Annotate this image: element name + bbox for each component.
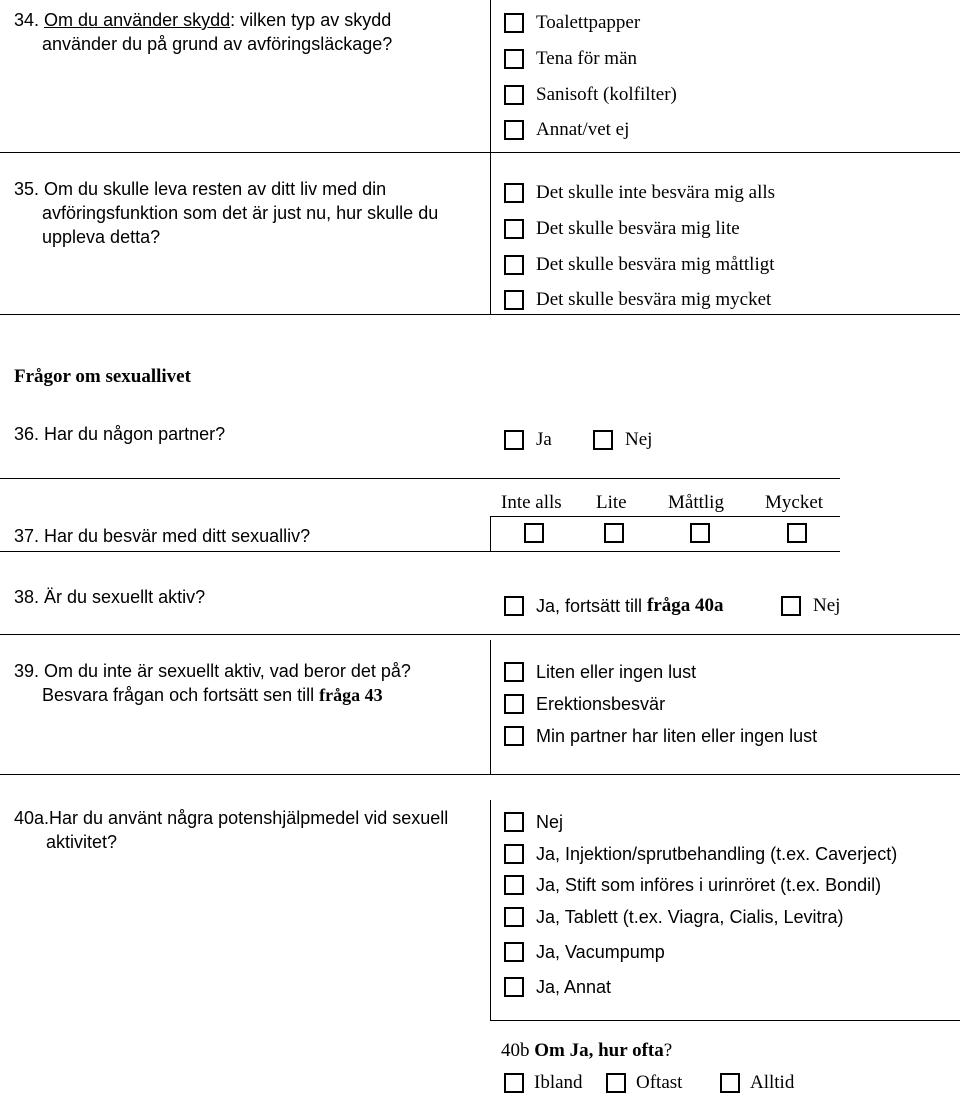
- q40b-option-alltid[interactable]: [720, 1071, 794, 1095]
- option-label: Sanisoft (kolfilter): [536, 84, 677, 105]
- column-divider: [490, 640, 491, 774]
- option-label: Det skulle besvära mig måttligt: [536, 254, 775, 275]
- checkbox[interactable]: [504, 875, 524, 895]
- q35-option[interactable]: [504, 288, 771, 312]
- scale-header: Mycket: [765, 492, 824, 513]
- row-divider: [0, 314, 960, 315]
- checkbox[interactable]: [504, 977, 524, 997]
- scale-checkbox-lite[interactable]: [604, 523, 624, 543]
- q40a-option[interactable]: [504, 940, 665, 964]
- scale-header: Måttlig: [668, 492, 724, 513]
- checkbox[interactable]: [504, 85, 524, 105]
- checkbox[interactable]: [781, 596, 801, 616]
- option-label: Ja: [536, 429, 552, 450]
- row-divider: [490, 1020, 960, 1021]
- scale-checkbox-mattlig[interactable]: [690, 523, 710, 543]
- option-label: Alltid: [750, 1072, 795, 1093]
- section-title: Frågor om sexuallivet: [14, 366, 191, 387]
- q39-line2-bold: fråga 43: [319, 685, 383, 705]
- checkbox[interactable]: [606, 1073, 626, 1093]
- q35-option[interactable]: [504, 181, 775, 205]
- checkbox[interactable]: [504, 255, 524, 275]
- checkbox[interactable]: [593, 430, 613, 450]
- checkbox[interactable]: [504, 13, 524, 33]
- q34-option[interactable]: [504, 83, 677, 107]
- column-divider: [490, 0, 491, 315]
- row-divider: [0, 551, 840, 552]
- scale-checkbox-mycket[interactable]: [787, 523, 807, 543]
- q39-option[interactable]: [504, 692, 665, 716]
- checkbox[interactable]: [504, 844, 524, 864]
- option-label: Det skulle besvära mig mycket: [536, 289, 772, 310]
- q36-option-ja[interactable]: [504, 428, 552, 452]
- q34-option[interactable]: [504, 47, 637, 71]
- q39-line1: 39. Om du inte är sexuellt aktiv, vad beror det på?: [14, 661, 411, 681]
- option-label: Ibland: [534, 1072, 583, 1093]
- column-divider: [490, 800, 491, 1020]
- q40b-label: 40b: [501, 1040, 530, 1061]
- checkbox[interactable]: [504, 1073, 524, 1093]
- q40a-option[interactable]: [504, 810, 563, 834]
- q40b-text: [501, 1039, 672, 1063]
- option-label: Ja, fortsätt till: [536, 596, 648, 616]
- q40a-option[interactable]: [504, 842, 897, 866]
- q34-line2: använder du på grund av avföringsläckage?: [42, 34, 393, 54]
- scale-checkbox-inte-alls[interactable]: [524, 523, 544, 543]
- option-label: Det skulle besvära mig lite: [536, 218, 740, 239]
- q38-option-nej[interactable]: [781, 594, 840, 618]
- q35-text: [14, 177, 484, 249]
- option-label: Toalettpapper: [536, 12, 641, 33]
- column-divider: [490, 516, 491, 552]
- q40a-line2: aktivitet?: [46, 832, 118, 852]
- q39-option[interactable]: [504, 724, 817, 748]
- checkbox[interactable]: [504, 49, 524, 69]
- row-divider: [490, 516, 840, 517]
- row-divider: [0, 774, 960, 775]
- option-label: Nej: [536, 812, 564, 832]
- q34-rest: : vilken typ av skydd: [230, 10, 392, 30]
- option-label: Annat/vet ej: [536, 119, 630, 140]
- q34-option[interactable]: [504, 11, 640, 35]
- q40b-bold: Om Ja, hur ofta: [534, 1040, 664, 1061]
- option-label: Oftast: [636, 1072, 683, 1093]
- q40b-end: ?: [663, 1040, 673, 1061]
- checkbox[interactable]: [504, 942, 524, 962]
- option-label: Ja, Stift som införes i urinröret (t.ex. Bondil): [536, 875, 882, 895]
- q40b-option-oftast[interactable]: [606, 1071, 682, 1095]
- q36-option-nej[interactable]: [593, 428, 652, 452]
- row-divider: [0, 634, 960, 635]
- option-label: Det skulle inte besvära mig alls: [536, 182, 776, 203]
- option-label: Min partner har liten eller ingen lust: [536, 726, 818, 746]
- checkbox[interactable]: [504, 694, 524, 714]
- option-label: Ja, Annat: [536, 977, 612, 997]
- q39-line2: Besvara frågan och fortsätt sen till: [42, 685, 320, 705]
- option-label: Erektionsbesvär: [536, 694, 666, 714]
- option-label: Nej: [625, 429, 653, 450]
- q35-option[interactable]: [504, 217, 740, 241]
- q40a-option[interactable]: [504, 873, 881, 897]
- q40a-option[interactable]: [504, 975, 611, 999]
- q35-line2: avföringsfunktion som det är just nu, hur skulle du: [42, 203, 439, 223]
- checkbox[interactable]: [720, 1073, 740, 1093]
- q39-text: [14, 659, 411, 707]
- option-label: Ja, Vacumpump: [536, 942, 665, 962]
- option-label-bold: fråga 40a: [647, 595, 724, 616]
- checkbox[interactable]: [504, 812, 524, 832]
- q35-line1: Om du skulle leva resten av ditt liv med din: [44, 179, 387, 199]
- q34-underlined: Om du använder skydd: [44, 10, 231, 30]
- option-label: Ja, Tablett (t.ex. Viagra, Cialis, Levitra): [536, 907, 844, 927]
- option-label: Nej: [813, 595, 841, 616]
- q35-number: 35.: [14, 179, 40, 199]
- row-divider: [0, 152, 960, 153]
- q34-option[interactable]: [504, 118, 629, 142]
- q34-text: [14, 8, 484, 56]
- checkbox[interactable]: [504, 430, 524, 450]
- checkbox[interactable]: [504, 662, 524, 682]
- q40b-option-ibland[interactable]: [504, 1071, 583, 1095]
- checkbox[interactable]: [504, 183, 524, 203]
- q39-option[interactable]: [504, 660, 696, 684]
- q35-option[interactable]: [504, 253, 775, 277]
- row-divider: [0, 478, 840, 479]
- q38-text: 38. Är du sexuellt aktiv?: [14, 587, 206, 607]
- option-label: Ja, Injektion/sprutbehandling (t.ex. Caverject): [536, 844, 898, 864]
- option-label: Tena för män: [536, 48, 638, 69]
- checkbox[interactable]: [504, 219, 524, 239]
- checkbox[interactable]: [504, 120, 524, 140]
- q40a-option[interactable]: [504, 905, 843, 929]
- q34-number: 34.: [14, 10, 40, 30]
- scale-header: Inte alls: [501, 492, 562, 513]
- checkbox[interactable]: [504, 726, 524, 746]
- q38-option-ja[interactable]: [504, 594, 724, 618]
- q37-text: 37. Har du besvär med ditt sexualliv?: [14, 526, 311, 546]
- q40a-text: [14, 806, 448, 854]
- q40a-line1: 40a.Har du använt några potenshjälpmedel vid sexuell: [14, 808, 449, 828]
- scale-header: Lite: [596, 492, 627, 513]
- q35-line3: uppleva detta?: [42, 227, 161, 247]
- q36-text: 36. Har du någon partner?: [14, 424, 226, 444]
- checkbox[interactable]: [504, 596, 524, 616]
- checkbox[interactable]: [504, 907, 524, 927]
- checkbox[interactable]: [504, 290, 524, 310]
- option-label: Liten eller ingen lust: [536, 662, 697, 682]
